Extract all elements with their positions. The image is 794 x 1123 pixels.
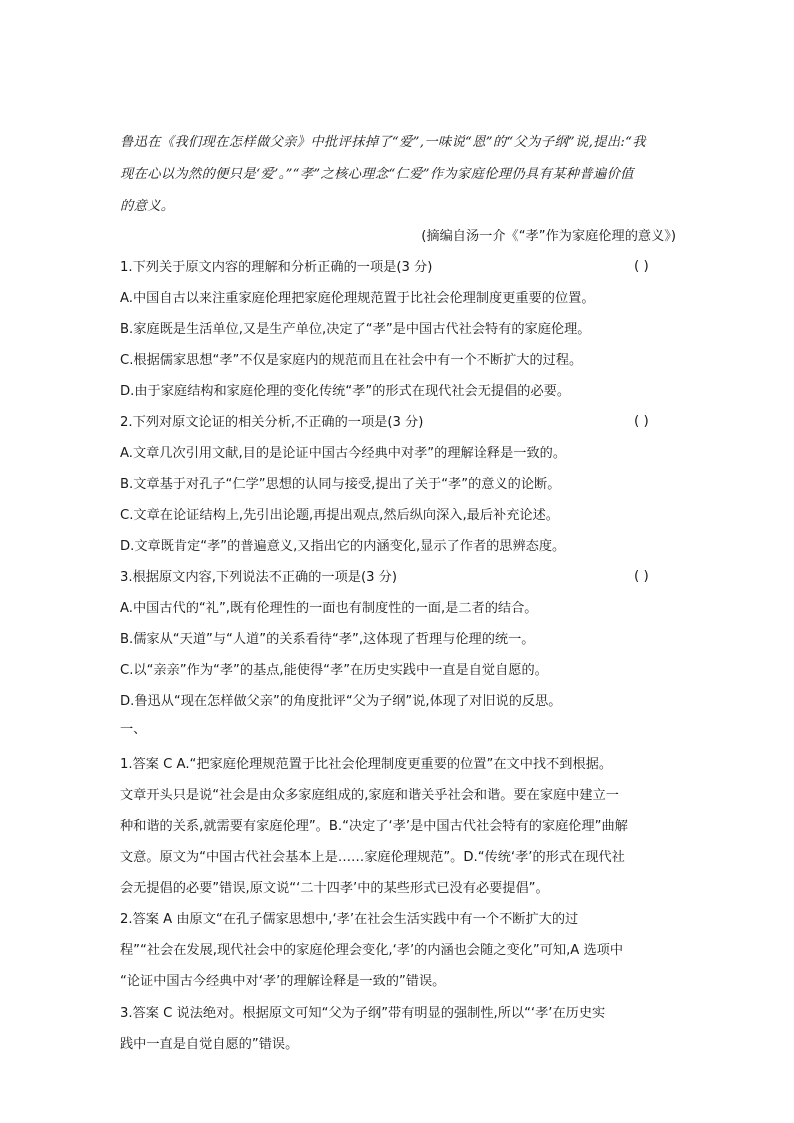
option-c: C.以“亲亲”作为“孝”的基点,能使得“孝”在历史实践中一直是自觉自愿的。	[120, 663, 548, 678]
option-a: A.中国自古以来注重家庭伦理把家庭伦理规范置于比社会伦理制度更重要的位置。	[120, 291, 595, 306]
option-c: C.文章在论证结构上,先引出论题,再提出观点,然后纵向深入,最后补充论述。	[120, 508, 559, 523]
question-stem: 1.下列关于原文内容的理解和分析正确的一项是(3 分)	[120, 260, 433, 275]
option-a: A.文章几次引用文献,目的是论证中国古今经典中对孝”的理解诠释是一致的。	[120, 446, 567, 461]
option-b: B.家庭既是生活单位,又是生产单位,决定了“孝”是中国古代社会特有的家庭伦理。	[120, 322, 591, 337]
answer-blank: ( )	[634, 568, 649, 584]
answer-line: “论证中国古今经典中对‘孝’的理解诠释是一致的”错误。	[120, 974, 446, 989]
answer-line: 文章开头只是说“社会是由众多家庭组成的,家庭和谐关乎社会和谐。要在家庭中建立一	[120, 788, 619, 803]
question-stem: 2.下列对原文论证的相关分析,不正确的一项是(3 分)	[120, 415, 424, 430]
answer-line: 1.答案 C A.“把家庭伦理规范置于比社会伦理制度更重要的位置”在文中找不到根据。	[120, 757, 613, 772]
answer-line: 3.答案 C 说法绝对。根据原文可知“父为子纲”带有明显的强制性,所以“‘孝’在历史实	[120, 1006, 606, 1021]
question-stem: 3.根据原文内容,下列说法不正确的一项是(3 分)	[120, 570, 398, 585]
option-a: A.中国古代的“礼”,既有伦理性的一面也有制度性的一面,是二者的结合。	[120, 601, 538, 616]
answer-line: 2.答案 A 由原文“在孔子儒家思想中,‘孝’在社会生活实践中有一个不断扩大的过	[120, 912, 579, 927]
intro-line: 鲁迅在《我们现在怎样做父亲》中批评抹掉了“爱”,一味说“恩”的“父为子纲”说,提出:“我	[120, 135, 646, 150]
option-d: D.由于家庭结构和家庭伦理的变化传统“孝”的形式在现代社会无提倡的必要。	[120, 384, 571, 399]
option-d: D.鲁迅从“现在怎样做父亲”的角度批评“父为子纲”说,体现了对旧说的反思。	[120, 694, 562, 709]
intro-line: 现在心以为然的便只是‘爱’。”“孝”之核心理念“仁爱”作为家庭伦理仍具有某种普遍价值	[120, 167, 634, 182]
answer-line: 文意。原文为“中国古代社会基本上是……家庭伦理规范”。D.“传统‘孝’的形式在现代社	[120, 850, 625, 865]
option-b: B.儒家从“天道”与“人道”的关系看待“孝”,这体现了哲理与伦理的统一。	[120, 632, 535, 647]
answer-blank: ( )	[634, 258, 649, 274]
section-mark: 一、	[120, 722, 147, 737]
answer-line: 种和谐的关系,就需要有家庭伦理”。B.“决定了‘孝’是中国古代社会特有的家庭伦理”曲解	[120, 819, 628, 834]
option-d: D.文章既肯定“孝”的普遍意义,又指出它的内涵变化,显示了作者的思辨态度。	[120, 539, 566, 554]
intro-line: 的意义。	[120, 199, 175, 214]
source-citation: (摘编自汤一介《“孝”作为家庭伦理的意义》)	[421, 229, 676, 244]
option-b: B.文章基于对孔子“仁学”思想的认同与接受,提出了关于“孝”的意义的论断。	[120, 477, 561, 492]
answer-blank: ( )	[634, 413, 649, 429]
answer-line: 程”“社会在发展,现代社会中的家庭伦理会变化,‘孝’的内涵也会随之变化”可知,A 选项中	[120, 943, 624, 958]
option-c: C.根据儒家思想“孝”不仅是家庭内的规范而且在社会中有一个不断扩大的过程。	[120, 353, 583, 368]
answer-line: 会无提倡的必要”错误,原文说“‘二十四孝’中的某些形式已没有必要提倡”。	[120, 881, 549, 896]
answer-line: 践中一直是自觉自愿的”错误。	[120, 1037, 299, 1052]
